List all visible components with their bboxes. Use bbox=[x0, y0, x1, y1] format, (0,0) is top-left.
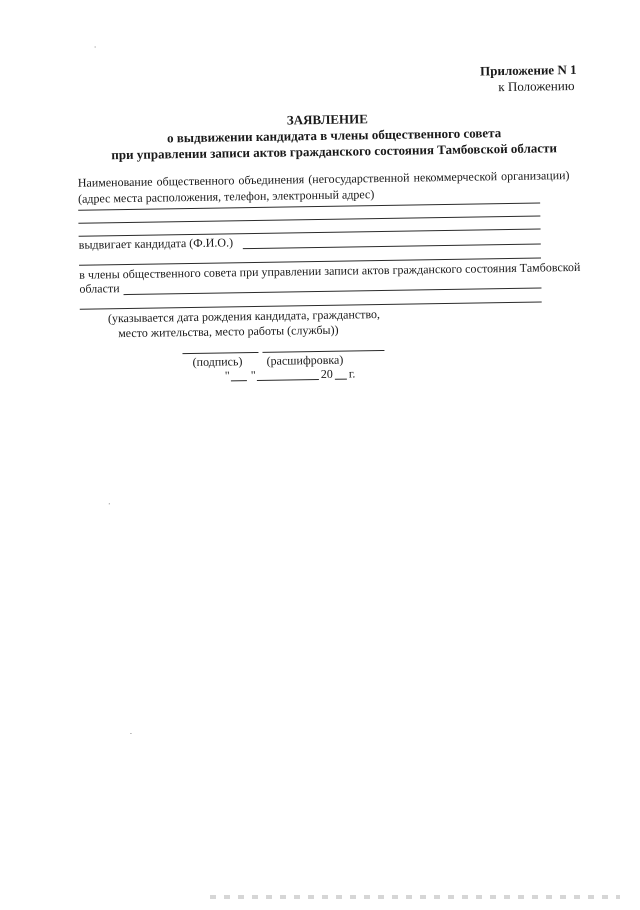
org-address-hint: (адрес места расположения, телефон, электронный адрес) bbox=[77, 187, 375, 206]
appendix-subtitle: к Положению bbox=[498, 77, 575, 95]
date-quote-open: " bbox=[224, 368, 230, 383]
council-label: в члены общественного совета при управлении записи актов гражданского состояния Тамбовской bbox=[79, 259, 581, 282]
org-name-label: Наименование общественного объединения (негосударственной некоммерческой организации) bbox=[77, 168, 570, 190]
date-year-line[interactable] bbox=[335, 379, 347, 380]
date-day-line[interactable] bbox=[231, 380, 247, 381]
org-fill-line-3[interactable] bbox=[79, 229, 541, 237]
decode-label: (расшифровка) bbox=[266, 352, 344, 368]
region-label: области bbox=[79, 281, 120, 296]
appendix-title: Приложение N 1 bbox=[479, 61, 577, 79]
council-fill-line[interactable] bbox=[124, 288, 542, 296]
org-fill-line-2[interactable] bbox=[78, 216, 540, 224]
details-hint-line1: (указывается дата рождения кандидата, гражданство, bbox=[107, 307, 381, 326]
nominee-label: выдвигает кандидата (Ф.И.О.) bbox=[78, 235, 234, 252]
scan-speck bbox=[109, 503, 110, 504]
document-subtitle-line1: о выдвижении кандидата в члены общественного совета bbox=[166, 125, 502, 146]
date-quote-close: " bbox=[250, 368, 256, 383]
year-prefix: 20 bbox=[320, 366, 333, 381]
scan-speck bbox=[130, 733, 131, 734]
details-hint-line2: место жительства, место работы (службы)) bbox=[118, 322, 339, 341]
scan-edge-artifact bbox=[210, 895, 620, 899]
document-subtitle-line2: при управлении записи актов гражданского состояния Тамбовской области bbox=[111, 140, 558, 163]
document-title: ЗАЯВЛЕНИЕ bbox=[286, 111, 368, 128]
signature-label: (подпись) bbox=[192, 354, 243, 369]
scan-speck bbox=[95, 46, 96, 47]
date-month-line[interactable] bbox=[257, 379, 319, 381]
nominee-fill-line[interactable] bbox=[243, 244, 541, 250]
year-suffix: г. bbox=[348, 366, 356, 381]
